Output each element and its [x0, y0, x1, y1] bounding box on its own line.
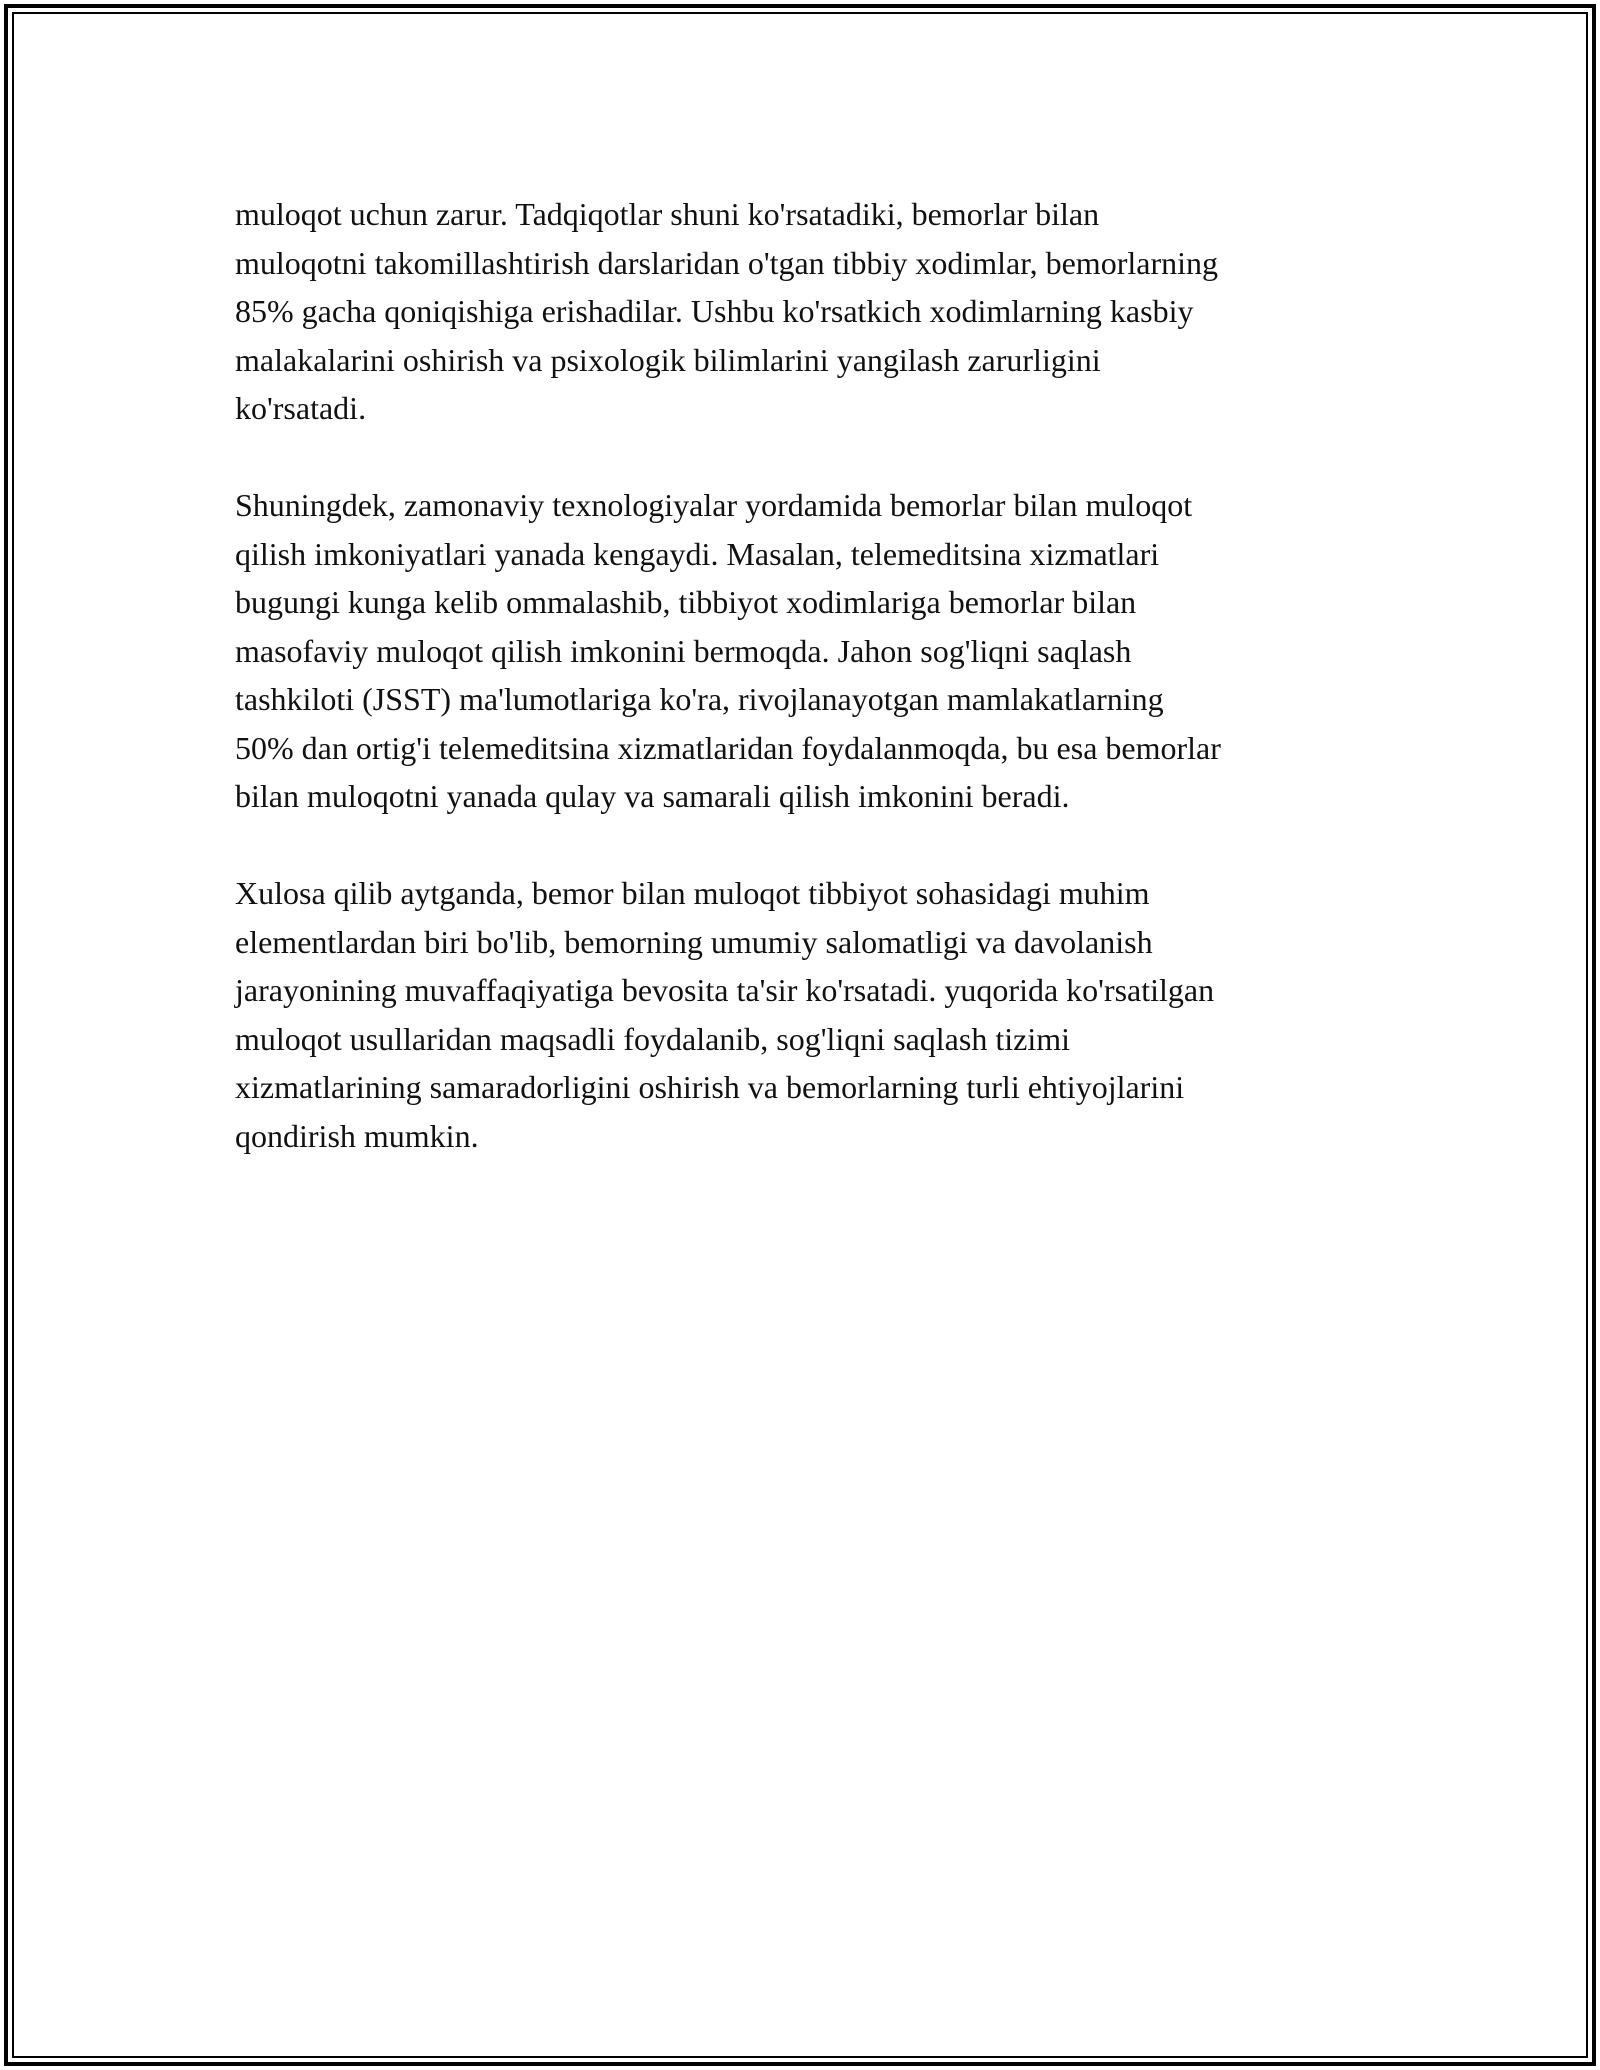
paragraph-2: Shuningdek, zamonaviy texnologiyalar yordamida bemorlar bilan muloqot qilish imkoniyatlari yanada kengaydi. Masalan, telemeditsina xizmatlari bugungi kunga kelib ommalashib, tibbiyot xodimlariga bemorlar bilan masofaviy muloqot qilish imkonini bermoqda. Jahon sog'liqni saqlash tashkiloti (JSST) ma'lumotlariga ko'ra, rivojlanayotgan mamlakatlarning 50% dan ortig'i telemeditsina xizmatlaridan foydalanmoqda, bu esa bemorlar bilan muloqotni yanada qulay va samarali qilish imkonini beradi.: [235, 487, 1221, 814]
paragraph-spacer: [235, 433, 1375, 482]
paragraph-spacer: [235, 821, 1375, 870]
paragraph-3: Xulosa qilib aytganda, bemor bilan muloqot tibbiyot sohasidagi muhim elementlardan biri bo'lib, bemorning umumiy salomatligi va davolanish jarayonining muvaffaqiyatiga bevosita ta'sir ko'rsatadi. yuqorida ko'rsatilgan muloqot usullaridan maqsadli foydalanib, sog'liqni saqlash tizimi xizmatlarining samaradorligini oshirish va bemorlarning turli ehtiyojlarini qondirish mumkin.: [235, 875, 1215, 1154]
document-body: [235, 190, 1375, 1160]
paragraph-1: muloqot uchun zarur. Tadqiqotlar shuni ko'rsatadiki, bemorlar bilan muloqotni takomillashtirish darslaridan o'tgan tibbiy xodimlar, bemorlarning 85% gacha qoniqishiga erishadilar. Ushbu ko'rsatkich xodimlarning kasbiy malakalarini oshirish va psixologik bilimlarini yangilash zarurligini ko'rsatadi.: [235, 196, 1218, 426]
